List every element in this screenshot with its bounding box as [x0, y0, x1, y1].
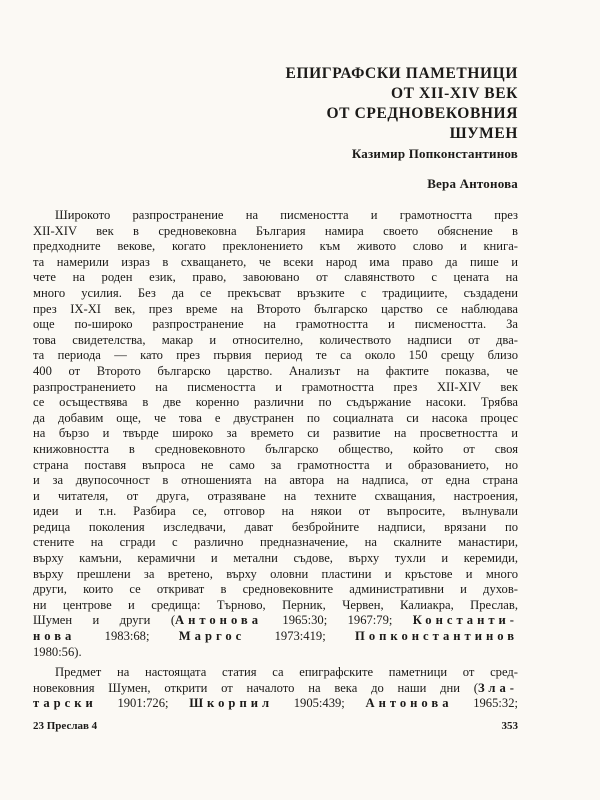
body-line: XII-XIV век в средновековна България намира своето обяснение в	[33, 223, 518, 238]
body-line: се осъществява в две коренно различни по съдържание насоки. Трябва	[33, 395, 518, 410]
body-line: книжовността в средновековното българско общество, който от своя	[33, 441, 518, 456]
body-line	[33, 681, 518, 697]
body-line: 400 от Второто българско царство. Анализът на фактите показва, че	[33, 363, 518, 378]
body-line: разпространението на писмеността и грамотността през XII-XIV век	[33, 379, 518, 394]
body-line: върху прешлени за вретено, върху оловни пластини и кръстове и много	[33, 566, 518, 581]
page-number: 353	[501, 720, 518, 732]
title-line-3: ОТ СРЕДНОВЕКОВНИЯ	[326, 105, 518, 122]
citation-ref: 1973:419;	[245, 629, 356, 644]
body-line: страна поставя въпроса не само за грамотността и образованието, но	[33, 457, 518, 472]
body-line: редица поколения изследвачи, дават безбройните надписи, врязани по	[33, 519, 518, 534]
citation-text: Шумен и други (	[33, 613, 176, 628]
footer-signature: 23 Преслав 4	[33, 720, 98, 732]
cited-author: Антонова	[175, 613, 263, 628]
body-text: новековния Шумен, открити от началото на века до наши дни (	[33, 680, 478, 695]
body-line: върху камъни, керамични и метални съдове, върху тухли и керемиди,	[33, 551, 518, 566]
body-line: Предмет на настоящата статия са епиграфските паметници от сред-	[55, 665, 518, 680]
body-line: други, които се откриват в средновековните административни и духов-	[33, 582, 518, 597]
body-line: още по-широко разпространение на грамотността и писмеността. За	[33, 317, 518, 332]
citation-line	[33, 696, 518, 712]
body-line: на бързо и твърде широко за времето си развитие на просветността и	[33, 426, 518, 441]
article-body	[33, 208, 518, 712]
author-2: Вера Антонова	[427, 176, 518, 191]
title-line-4: ШУМЕН	[449, 125, 518, 142]
citation-line: 1980:56).	[33, 644, 82, 659]
body-line: да добавим още, че това е двустранен по социалната си насока процес	[33, 410, 518, 425]
citation-line	[33, 613, 518, 629]
citation-ref: 1905:439;	[273, 696, 366, 711]
citation-ref: 1901:726;	[96, 696, 190, 711]
cited-author: Шкорпил	[189, 696, 274, 711]
body-line: идеи и т.н. Разбира се, отговор на някои от въпросите, вълнували	[33, 504, 518, 519]
body-line: много усилия. Без да се прекъсват връзките с традициите, създадени	[33, 285, 518, 300]
body-line: та периода — като през първия период те са около 150 срещу близо	[33, 348, 518, 363]
citation-line	[33, 629, 518, 645]
article-title	[286, 64, 518, 144]
title-line-1: ЕПИГРАФСКИ ПАМЕТНИЦИ	[285, 65, 518, 82]
body-line: и читателя, от друга, отразяване на техните схващания, настроения,	[33, 488, 518, 503]
body-line: та намерили израз в схващането, че всеки народ има право да пише и	[33, 254, 518, 269]
cited-author: Попконстантинов	[355, 629, 518, 644]
citation-ref: 1965:30; 1967:79;	[262, 613, 413, 628]
title-line-2: ОТ XII-XIV ВЕК	[390, 85, 518, 102]
body-line: ни центрове и средища: Търново, Перник, Червен, Калиакра, Преслав,	[33, 597, 518, 612]
body-line: стените на сгради с различно предназначение, на скалните манастири,	[33, 535, 518, 550]
body-line: и за двупосочност в отношенията на автора на надписа, от една страна	[33, 473, 518, 488]
cited-author: Антонова	[365, 696, 453, 711]
body-line: чете на роден език, право, завоювано от славянството с цената на	[33, 270, 518, 285]
author-1: Казимир Попконстантинов	[351, 146, 518, 161]
body-line: това свидетелства, макар и относително, количеството надписи от два-	[33, 332, 518, 347]
cited-author: Зла-	[477, 680, 518, 695]
citation-ref: 1983:68;	[75, 629, 179, 644]
cited-author: тарски	[33, 696, 97, 711]
body-line: Широкото разпространение на писмеността и грамотността през	[55, 208, 518, 222]
cited-author: Константи-	[412, 613, 518, 628]
citation-ref: 1965:32;	[452, 696, 518, 711]
cited-author: нова	[33, 629, 76, 644]
cited-author: Маргос	[178, 629, 246, 644]
body-line: през IX-XI век, през време на Второто българско царство се наблюдава	[33, 301, 518, 316]
body-line: предходните векове, когато преклонението към живото слово и книга-	[33, 239, 518, 254]
